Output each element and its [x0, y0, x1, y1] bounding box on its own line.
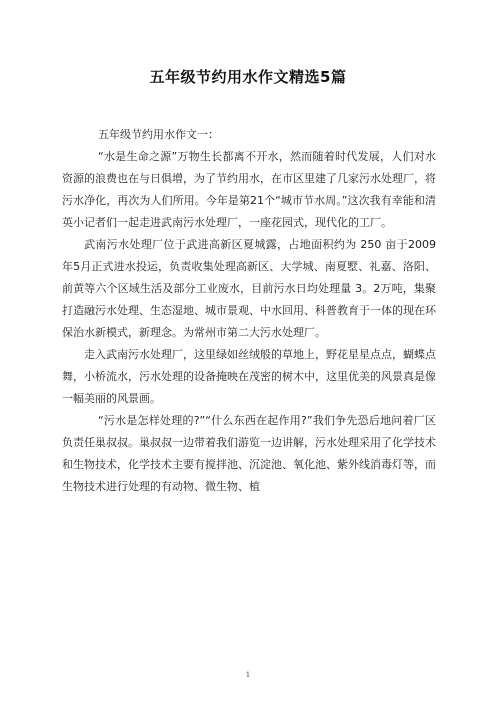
section-heading: 五年级节约用水作文一：	[98, 128, 219, 141]
paragraph: 走入武南污水处理厂，这里绿如丝绒般的草地上，野花星星点点，蝴蝶点舞，小桥流水，污水处理的设备掩映在茂密的树木中，这里优美的风景真是像一幅美丽的风景画。	[62, 348, 436, 405]
paragraph: “水是生命之源”万物生长都离不开水，然而随着时代发展，人们对水资源的浪费也在与日俱增，为了节约用水，在市区里建了几家污水处理厂，将污水净化，再次为人们所用。今年是第21个“城市节水周。”这次我有幸能和清英小记者们一起走进武南污水处理厂，一座花园式，现代化的工厂。	[62, 150, 436, 229]
paragraph: 武南污水处理厂位于武进高新区夏城露，占地面积约为 250 亩于2009年5月正式进水投运，负责收集处理高新区、大学城、南夏墅、礼嘉、洛阳、前黄等六个区域生活及部分工业废水，目前污水日均处理量 3。2万吨，集聚打造融污水处理、生态湿地、城市景观、中水回用、科普教育于一体的现在环保治水新模式，新理念。为常州市第二大污水处理厂。	[62, 238, 436, 339]
page-number: 1	[245, 671, 251, 679]
paragraph: “污水是怎样处理的?”“什么东西在起作用?”我们争先恐后地问着厂区负责任巢叔叔。巢叔叔一边带着我们游览一边讲解，污水处理采用了化学技术和生物技术，化学技术主要有搅拌池、沉淀池、氧化池、紫外线消毒灯等，而生物技术进行处理的有动物、微生物、植	[62, 414, 436, 493]
document-body	[62, 124, 436, 498]
document-title: 五年级节约用水作文精选5篇	[149, 68, 347, 86]
